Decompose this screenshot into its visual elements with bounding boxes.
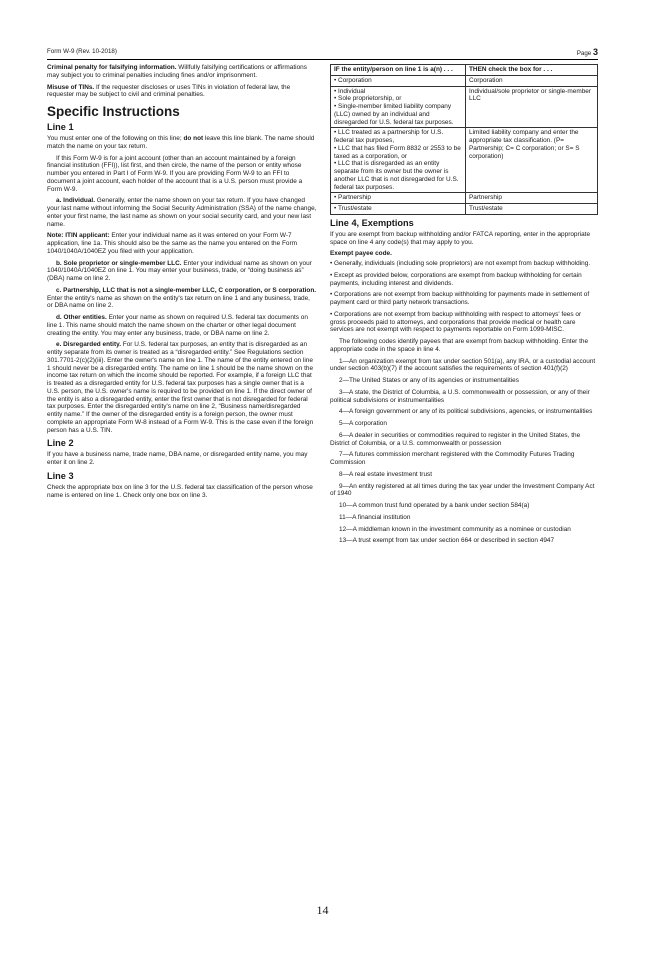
table-cell: Trust/estate	[466, 204, 598, 215]
exempt-code-item: 9—An entity registered at all times during the tax year under the Investment Company Act of 1940	[330, 482, 595, 498]
line3-heading: Line 3	[47, 470, 74, 481]
misuse-tins-paragraph: Misuse of TINs. If the requester discloses or uses TINs in violation of federal law, the requester may be subject to civil and criminal penalties.	[47, 83, 291, 99]
individual-paragraph: a. Individual. Generally, enter the name shown on your tax return. If you have changed your last name without informing the Social Security Administration (SSA) of the name change, enter your first name, the last name as shown on your social security card, and your new last name.	[47, 197, 317, 228]
table-row	[331, 75, 598, 86]
bullet-item: • Sole proprietorship, or	[334, 95, 462, 103]
exempt-code-item: 6—A dealer in securities or commodities required to register in the United States, the District of Columbia, or a U.S. commonwealth or possession	[330, 431, 581, 447]
line1-paragraph: You must enter one of the following on this line; do not leave this line blank. The name should match the name on your tax return.	[47, 135, 315, 150]
exempt-code-item: 10—A common trust fund operated by a bank under section 584(a)	[339, 502, 530, 509]
exempt-code-item: 3—A state, the District of Columbia, a U.S. commonwealth or possession, or any of their political subdivisions or instrumentalities	[330, 388, 590, 404]
table-cell: Partnership	[466, 193, 598, 204]
bullet-item: • LLC treated as a partnership for U.S. federal tax purposes,	[334, 129, 462, 145]
table-header-row	[331, 65, 598, 76]
exempt-code-item: 7—A futures commission merchant registered with the Commodity Futures Trading Commission	[330, 451, 575, 466]
line4-heading: Line 4, Exemptions	[330, 217, 414, 228]
exempt-bullet: • Generally, individuals (including sole proprietors) are not exempt from backup withholding.	[330, 260, 598, 268]
exempt-code-item: 8—A real estate investment trust	[339, 470, 433, 478]
line3-paragraph: Check the appropriate box on line 3 for the U.S. federal tax classification of the person whose name is entered on line 1. Check only one box on line 3.	[47, 483, 313, 499]
other-entities-paragraph: d. Other entities. Enter your name as shown on required U.S. federal tax documents on line 1. This name should match the name shown on the charter or other legal document creating the entity. You may enter any business, trade, or DBA name on line 2.	[47, 314, 308, 337]
table-cell: Individual/sole proprietor or single-member LLC	[466, 86, 598, 128]
line2-paragraph: If you have a business name, trade name, DBA name, or disregarded entity name, you may enter it on line 2.	[47, 451, 308, 466]
line4-paragraph: If you are exempt from backup withholding and/or FATCA reporting, enter in the appropriate space on line 4 any code(s) that may apply to you.	[330, 230, 591, 246]
codes-intro-paragraph: The following codes identify payees that are exempt from backup withholding. Enter the appropriate code in the space in line 4.	[330, 338, 589, 353]
entity-classification-table	[330, 64, 598, 215]
table-row	[331, 204, 598, 215]
exempt-code-item: 4—A foreign government or any of its political subdivisions, agencies, or instrumentalities	[339, 408, 593, 416]
specific-instructions-heading: Specific Instructions	[47, 104, 180, 119]
bullet-item: • Partnership	[334, 194, 462, 202]
bullet-item: • LLC that is disregarded as an entity separate from its owner but the owner is another LLC that is not disregarded for U.S. federal tax purposes.	[334, 160, 462, 191]
exempt-code-item: 11—A financial institution	[339, 513, 411, 521]
form-name: Form W-9 (Rev. 10-2018)	[47, 48, 117, 55]
line2-heading: Line 2	[47, 438, 74, 449]
table-row	[331, 193, 598, 204]
exempt-payee-heading: Exempt payee code.	[330, 250, 392, 258]
bullet-item: • Single-member limited liability company (LLC) owned by an individual and disregarded for U.S. federal tax purposes.	[334, 103, 462, 126]
joint-account-paragraph: If this Form W-9 is for a joint account (other than an account maintained by a foreign financial institution (FFI)), list first, and then circle, the name of the person or entity whose number you entered in Part I of Form W-9. If you are providing Form W-9 to an FFI to document a joint account, each holder of the account that is a U.S. person must provide a Form W-9.	[47, 154, 303, 193]
exempt-code-item: 12—A middleman known in the investment community as a nominee or custodian	[339, 525, 571, 533]
bullet-item: • Individual	[334, 88, 462, 96]
itin-note-paragraph: Note: ITIN applicant: Enter your individual name as it was entered on your Form W-7 application, line 1a. This should also be the same as the name you entered on the Form 1040/1040A/1040EZ you filed with your application.	[47, 232, 298, 255]
table-row	[331, 128, 598, 193]
bullet-item: • LLC that has filed Form 8832 or 2553 to be taxed as a corporation, or	[334, 145, 462, 161]
table-header-checkbox: THEN check the box for . . .	[466, 65, 598, 76]
page-header	[47, 47, 598, 60]
exempt-bullet: • Corporations are not exempt from backup withholding with respect to attorneys' fees or gross proceeds paid to attorneys, and corporations that provide medical or health care services are not exempt with respect to payments reportable on Form 1099-MISC.	[330, 311, 598, 334]
exempt-bullet: • Corporations are not exempt from backup withholding for payments made in settlement of payment card or third party network transactions.	[330, 291, 598, 307]
exempt-code-item: 13—A trust exempt from tax under section 664 or described in section 4947	[339, 537, 555, 545]
table-cell: Corporation	[466, 75, 598, 86]
exempt-bullet: • Except as provided below, corporations are exempt from backup withholding for certain payments, including interest and dividends.	[330, 272, 598, 288]
partnership-paragraph: c. Partnership, LLC that is not a single-member LLC, C corporation, or S corporation. Enter the entity's name as shown on the entity's tax return on line 1 and any business, trade, or DBA name on line 2.	[47, 286, 317, 310]
sole-proprietor-paragraph: b. Sole proprietor or single-member LLC. Enter your individual name as shown on your 1040/1040A/1040EZ on line 1. You may enter your business, trade, or “doing business as” (DBA) name on line 2.	[47, 259, 312, 282]
bullet-item: • Trust/estate	[334, 205, 462, 213]
page-number-header: 3	[592, 47, 598, 57]
exempt-code-item: 2—The United States or any of its agencies or instrumentalities	[339, 377, 519, 384]
bullet-item: • Corporation	[334, 77, 462, 85]
page-number-footer: 14	[316, 903, 329, 917]
table-row	[331, 86, 598, 128]
exempt-code-item: 5—A corporation	[339, 420, 387, 427]
line1-heading: Line 1	[47, 122, 74, 132]
table-header-entity: IF the entity/person on line 1 is a(n) . . .	[331, 65, 466, 76]
page-label: Page 3	[576, 47, 598, 57]
right-column	[330, 64, 598, 549]
criminal-penalty-paragraph: Criminal penalty for falsifying information. Willfully falsifying certifications or affirmations may subject you to criminal penalties including fines and/or imprisonment.	[47, 64, 307, 79]
table-cell: Limited liability company and enter the appropriate tax classification. (P= Partnership; C= C corporation; or S= S corporation)	[466, 128, 598, 193]
exempt-code-item: 1—An organization exempt from tax under section 501(a), any IRA, or a custodial account under section 403(b)(7) if the account satisfies the requirements of section 401(f)(2)	[330, 357, 596, 373]
disregarded-entity-paragraph: e. Disregarded entity. For U.S. federal tax purposes, an entity that is disregarded as an entity separate from its owner is treated as a “disregarded entity.” See Regulations section 301.7701-2(c)(2)(iii). Enter the owner's name on line 1. The name of the entity entered on line 1 should never be a disregarded entity. The name on line 1 should be the name shown on the income tax return on which the income should be reported. For example, if a foreign LLC that is treated as a disregarded entity for U.S. federal tax purposes has a single owner that is a U.S. person, the U.S. owner's name is required to be provided on line 1. If the direct owner of the entity is also a disregarded entity, enter the first owner that is not disregarded for federal tax purposes. Enter the disregarded entity's name on line 2, “Business name/disregarded entity name.” If the owner of the disregarded entity is a foreign person, the owner must complete an appropriate Form W-8 instead of a Form W-9. This is the case even if the foreign person has a U.S. TIN.	[47, 341, 314, 434]
left-column	[47, 64, 317, 503]
